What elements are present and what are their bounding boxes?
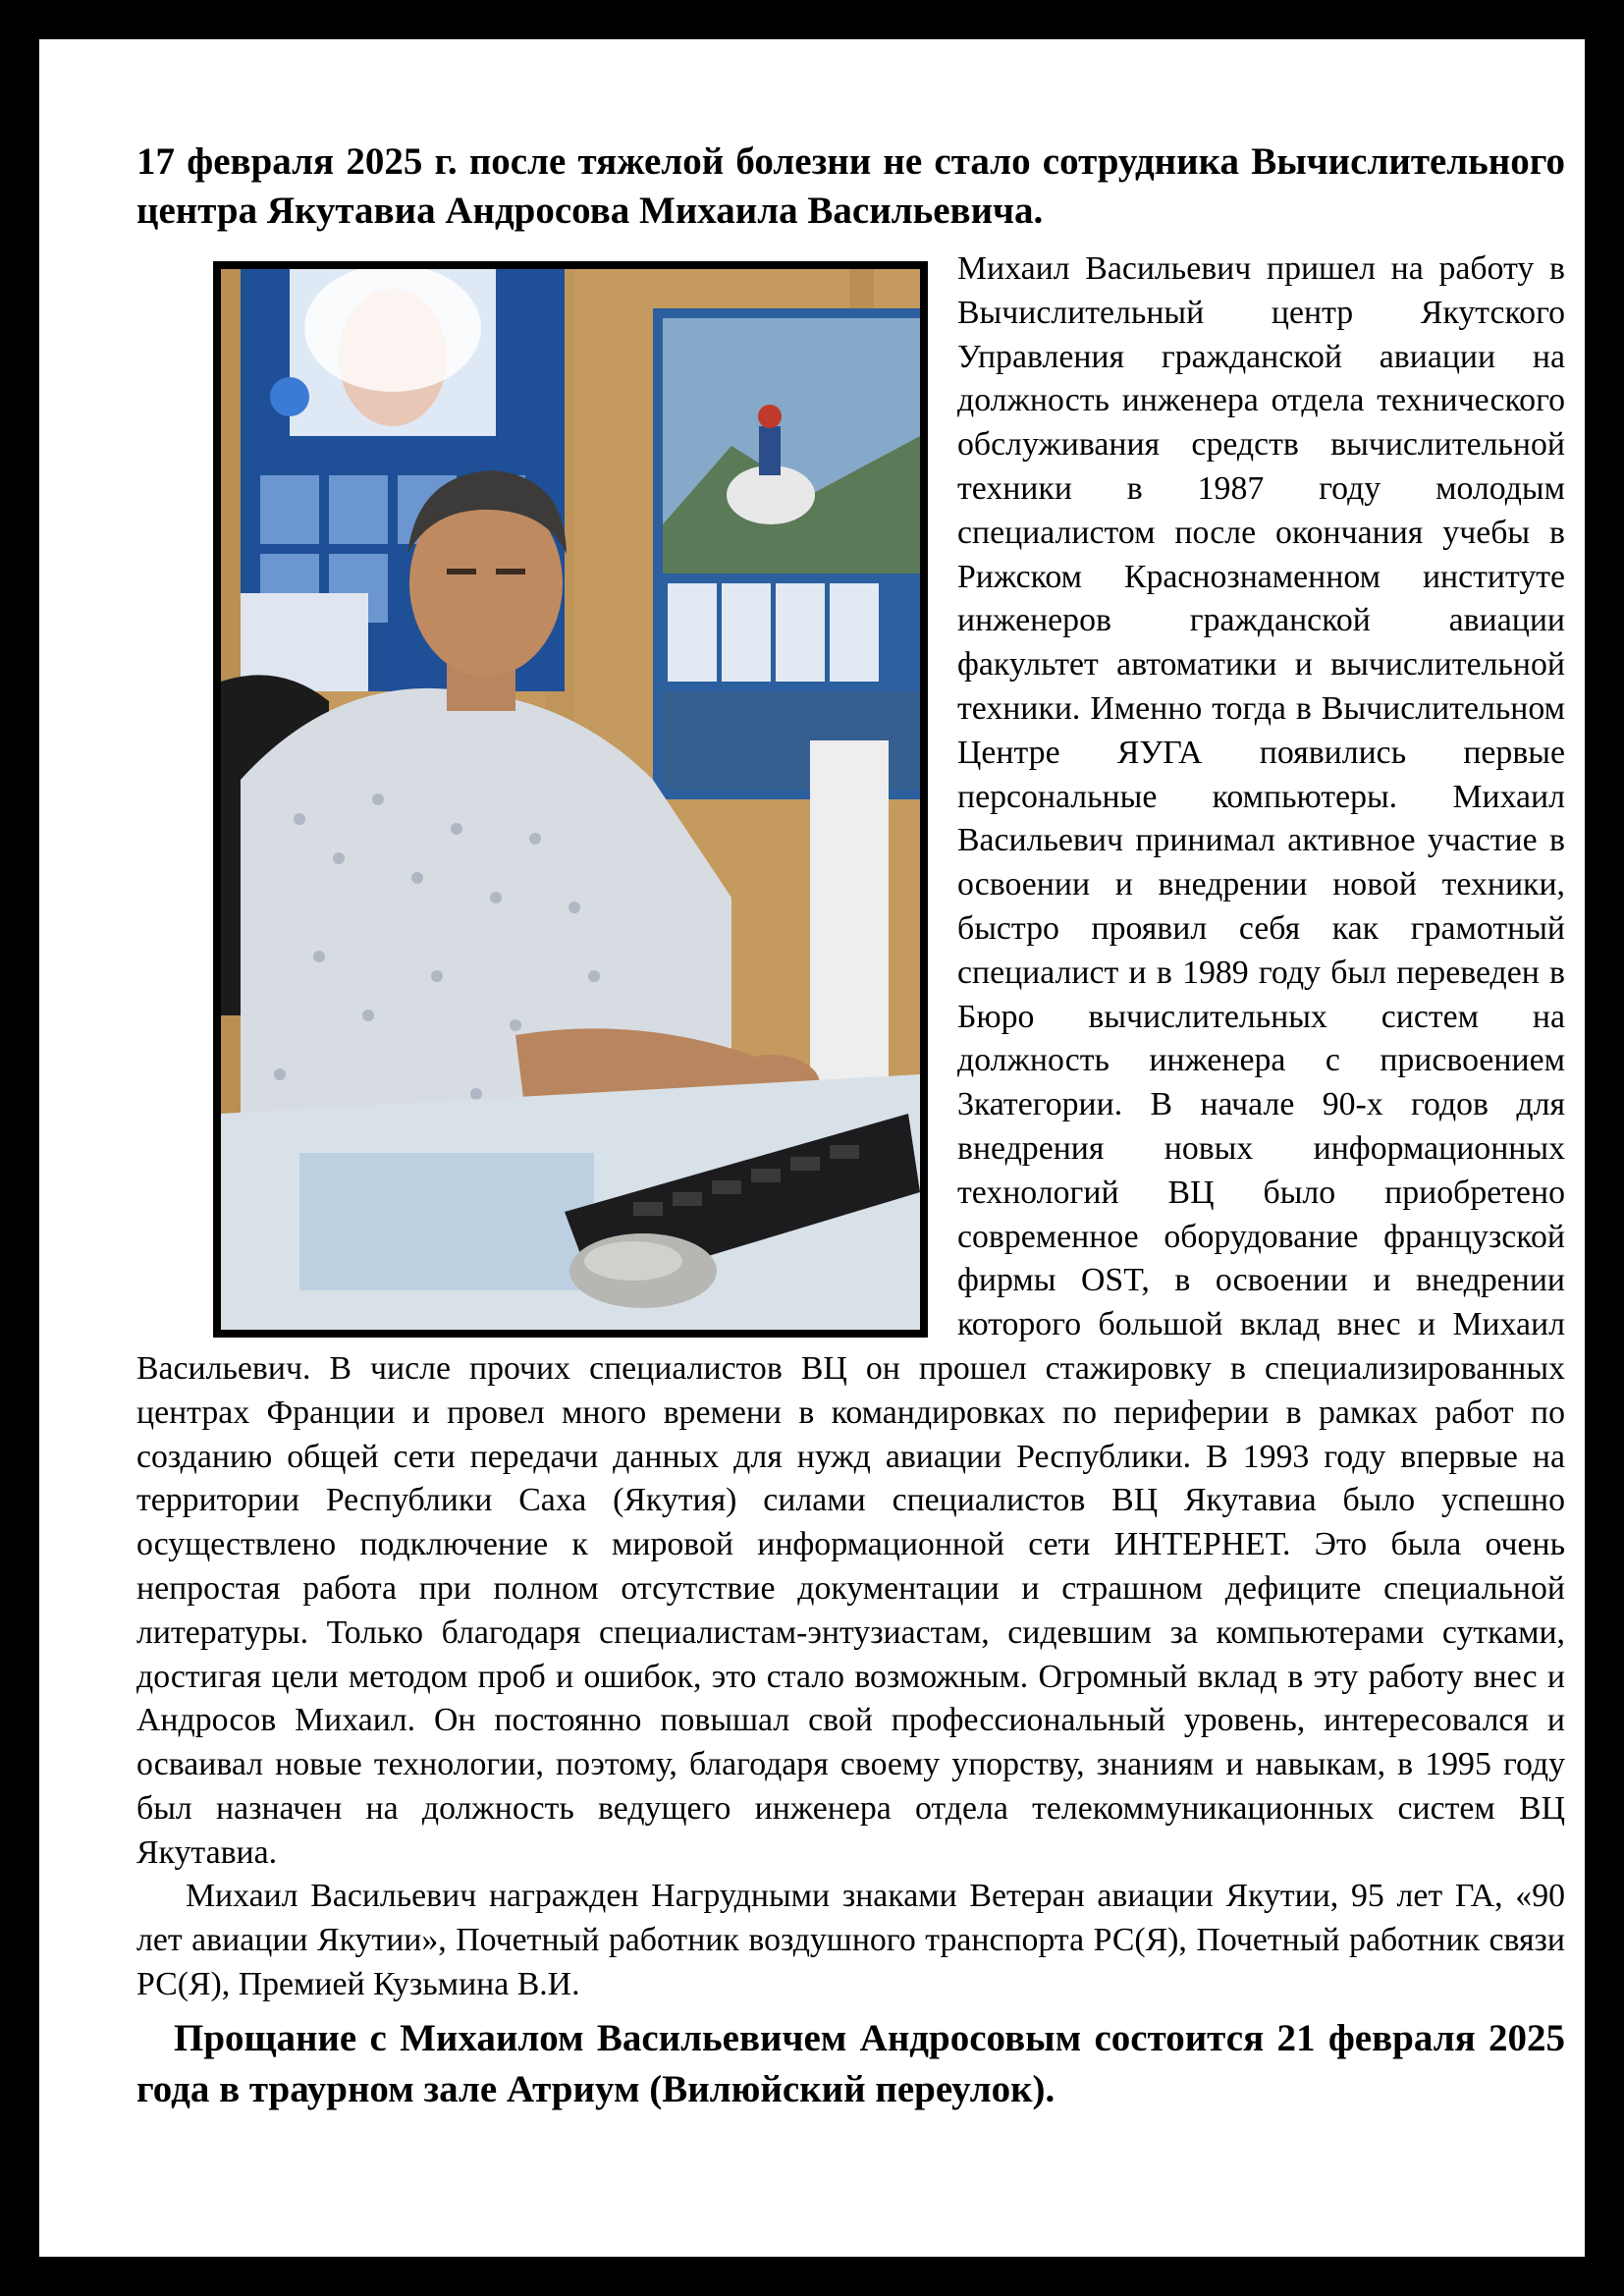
photo-illustration [221, 269, 920, 1330]
page-frame [39, 39, 1585, 2257]
desk-papers [299, 1153, 594, 1290]
farewell-announcement: Прощание с Михаилом Васильевичем Андросовым состоится 21 февраля 2025 года в траурном зале Атриум (Вилюйский переулок). [136, 2016, 1565, 2110]
portrait-photo [213, 261, 928, 1338]
white-cabinet [810, 740, 889, 1114]
obituary-document [136, 137, 1565, 2115]
right-calendar-poster [653, 308, 920, 799]
biography-paragraph: Михаил Васильевич пришел на работу в Вычислительный центр Якутского Управления гражданской авиации на должность инженера отдела технического обслуживания средств вычислительной техники в 1987 году молодым специалистом после окончания учебы в Рижском Краснознаменном институте инженеров гражданской авиации факультет автоматики и вычислительной техники. Именно тогда в Вычислительном Центре ЯУГА появились первые персональные компьютеры. Михаил Васильевич принимал активное участие в освоении и внедрении новой техники, быстро проявил себя как грамотный специалист и в 1989 году был переведен в Бюро вычислительных систем на должность инженера с присвоением 3категории. В начале 90-х годов для внедрения новых информационных технологий ВЦ было приобретено современное оборудование французской фирмы OST, в освоении и внедрении которого большой вклад внес и Михаил Васильевич. В числе прочих специалистов ВЦ он прошел стажировку в специализированных центрах Франции и провел много времени в командировках по периферии в рамках работ по созданию общей сети передачи данных для нужд авиации Республики. В 1993 году впервые на территории Республики Саха (Якутия) силами специалистов ВЦ Якутавиа было успешно осуществлено подключение к мировой информационной сети ИНТЕРНЕТ. Это была очень непростая работа при полном отсутствие документации и страшном дефиците специальной литературы. Только благодаря специалистам-энтузиастам, сидевшим за компьютерами сутками, достигая цели методом проб и ошибок, это стало возможным. Огромный вклад в эту работу внес и Андросов Михаил. Он постоянно повышал свой профессиональный уровень, интересовался и осваивал новые технологии, поэтому, благодаря своему упорству, знаниям и навыкам, в 1995 году был назначен на должность ведущего инженера отдела телекоммуникационных систем ВЦ Якутавиа. [136, 250, 1565, 1871]
headline: 17 февраля 2025 г. после тяжелой болезни не стало сотрудника Вычислительного центра Якутавиа Андросова Михаила Васильевича. [136, 140, 1565, 232]
awards-paragraph: Михаил Васильевич награжден Нагрудными знаками Ветеран авиации Якутии, 95 лет ГА, «90 лет авиации Якутии», Почетный работник воздушного транспорта РС(Я), Почетный работник связи РС(Я), Премией Кузьмина В.И. [136, 1878, 1565, 2003]
